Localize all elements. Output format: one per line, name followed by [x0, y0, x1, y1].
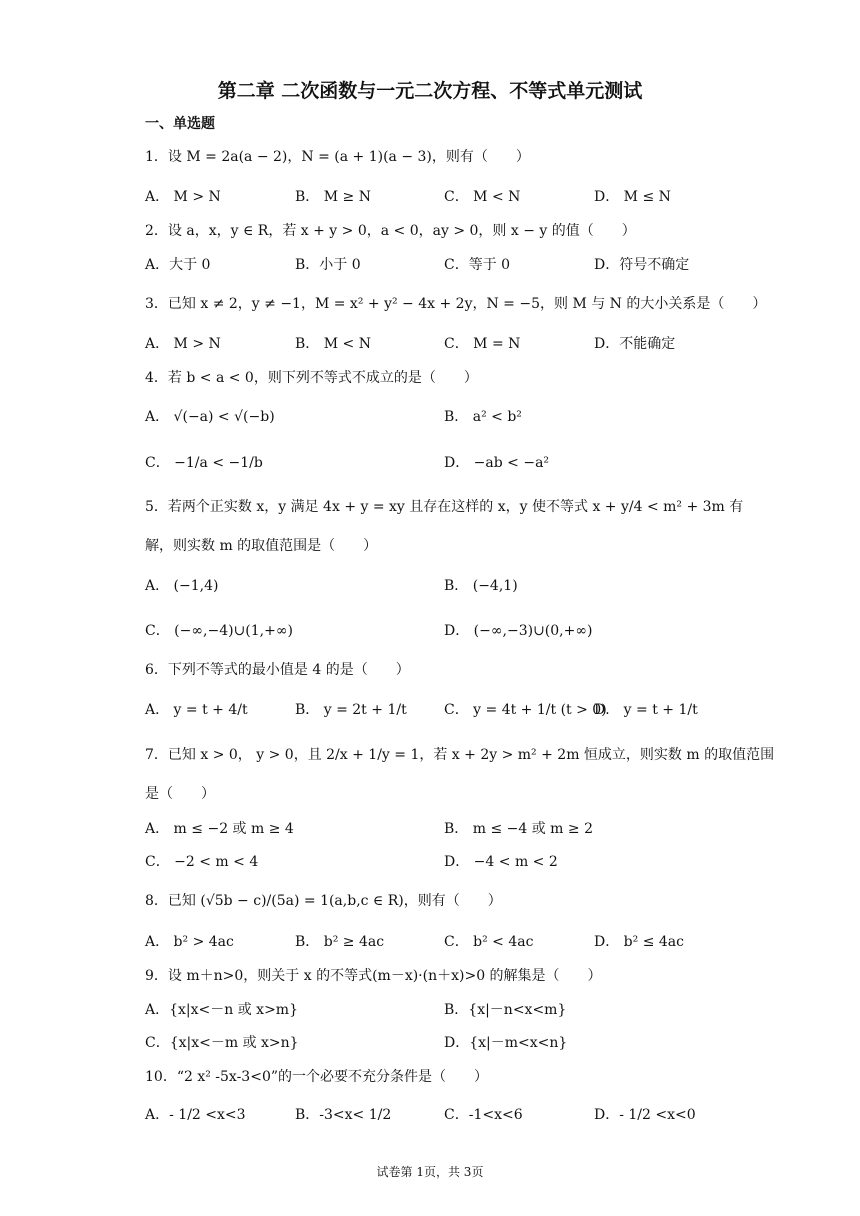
question-5-option-d: D． (−∞,−3)∪(0,+∞): [444, 623, 593, 639]
question-7-option-c: C． −2 < m < 4: [145, 854, 259, 870]
question-5-option-c: C． (−∞,−4)∪(1,+∞): [145, 623, 293, 639]
question-4-option-d: D． −ab < −a²: [444, 455, 550, 471]
question-7-stem-line-1: 7．已知 x > 0， y > 0，且 2/x + 1/y = 1，若 x + 2y > m² + 2m 恒成立，则实数 m 的取值范围: [145, 747, 775, 763]
question-6-stem: 6．下列不等式的最小值是 4 的是（ ）: [145, 662, 410, 678]
question-6-option-a: A． y = t + 4/t: [145, 702, 248, 718]
question-7-option-a: A． m ≤ −2 或 m ≥ 4: [145, 821, 294, 837]
question-2-option-c: C．等于 0: [444, 257, 511, 273]
question-1-option-d: D． M ≤ N: [594, 189, 671, 205]
question-8-option-c: C． b² < 4ac: [444, 934, 534, 950]
page-title: 第二章 二次函数与一元二次方程、不等式单元测试: [217, 80, 643, 102]
question-2-option-b: B．小于 0: [295, 257, 361, 273]
question-3-option-b: B． M < N: [295, 336, 371, 352]
question-3-option-d: D．不能确定: [594, 336, 676, 352]
question-8-option-a: A． b² > 4ac: [145, 934, 234, 950]
question-1-option-a: A． M > N: [145, 189, 221, 205]
question-3-stem: 3．已知 x ≠ 2，y ≠ −1，M = x² + y² − 4x + 2y，N = −5，则 M 与 N 的大小关系是（ ）: [145, 296, 767, 312]
question-2-option-a: A．大于 0: [145, 257, 211, 273]
question-4-stem: 4．若 b < a < 0，则下列不等式不成立的是（ ）: [145, 370, 478, 386]
question-4-option-b: B． a² < b²: [444, 409, 522, 425]
question-7-option-d: D． −4 < m < 2: [444, 854, 558, 870]
question-6-option-d: D． y = t + 1/t: [594, 702, 698, 718]
question-3-option-a: A． M > N: [145, 336, 221, 352]
question-10-option-b: B．-3<x< 1/2: [295, 1107, 392, 1123]
question-9-option-d: D．{x|－m<x<n}: [444, 1035, 568, 1051]
question-10-option-a: A．- 1/2 <x<3: [145, 1107, 246, 1123]
question-5-stem-line-1: 5．若两个正实数 x，y 满足 4x + y = xy 且存在这样的 x，y 使不等式 x + y/4 < m² + 3m 有: [145, 499, 744, 515]
question-9-option-c: C．{x|x<－m 或 x>n}: [145, 1035, 299, 1051]
question-10-stem: 10．“2 x² -5x-3<0”的一个必要不充分条件是（ ）: [145, 1069, 489, 1085]
question-8-stem: 8．已知 (√5b − c)/(5a) = 1(a,b,c ∈ R)，则有（ ）: [145, 893, 502, 909]
question-1-option-b: B． M ≥ N: [295, 189, 371, 205]
question-3-option-c: C． M = N: [444, 336, 521, 352]
question-7-stem-line-2: 是（ ）: [145, 786, 215, 802]
section-heading: 一、单选题: [145, 116, 215, 132]
question-10-option-c: C．-1<x<6: [444, 1107, 523, 1123]
question-6-option-b: B． y = 2t + 1/t: [295, 702, 407, 718]
question-5-option-a: A． (−1,4): [145, 578, 219, 594]
question-2-option-d: D．符号不确定: [594, 257, 690, 273]
question-8-option-d: D． b² ≤ 4ac: [594, 934, 684, 950]
question-5-stem-line-2: 解，则实数 m 的取值范围是（ ）: [145, 538, 378, 554]
question-10-option-d: D．- 1/2 <x<0: [594, 1107, 696, 1123]
question-4-option-a: A． √(−a) < √(−b): [145, 409, 275, 425]
question-9-option-a: A．{x|x<－n 或 x>m}: [145, 1002, 298, 1018]
question-4-option-c: C． −1/a < −1/b: [145, 455, 263, 471]
question-1-stem: 1．设 M = 2a(a − 2)，N = (a + 1)(a − 3)，则有（ ）: [145, 149, 530, 165]
question-9-stem: 9．设 m＋n>0，则关于 x 的不等式(m－x)·(n＋x)>0 的解集是（ ）: [145, 968, 602, 984]
question-9-option-b: B．{x|－n<x<m}: [444, 1002, 567, 1018]
question-8-option-b: B． b² ≥ 4ac: [295, 934, 385, 950]
question-2-stem: 2．设 a，x，y ∈ R，若 x + y > 0，a < 0，ay > 0，则 x − y 的值（ ）: [145, 223, 636, 239]
question-5-option-b: B． (−4,1): [444, 578, 518, 594]
question-7-option-b: B． m ≤ −4 或 m ≥ 2: [444, 821, 593, 837]
question-6-option-c: C． y = 4t + 1/t (t > 0): [444, 702, 607, 718]
question-1-option-c: C． M < N: [444, 189, 521, 205]
page-footer: 试卷第 1页，共 3页: [376, 1165, 484, 1179]
